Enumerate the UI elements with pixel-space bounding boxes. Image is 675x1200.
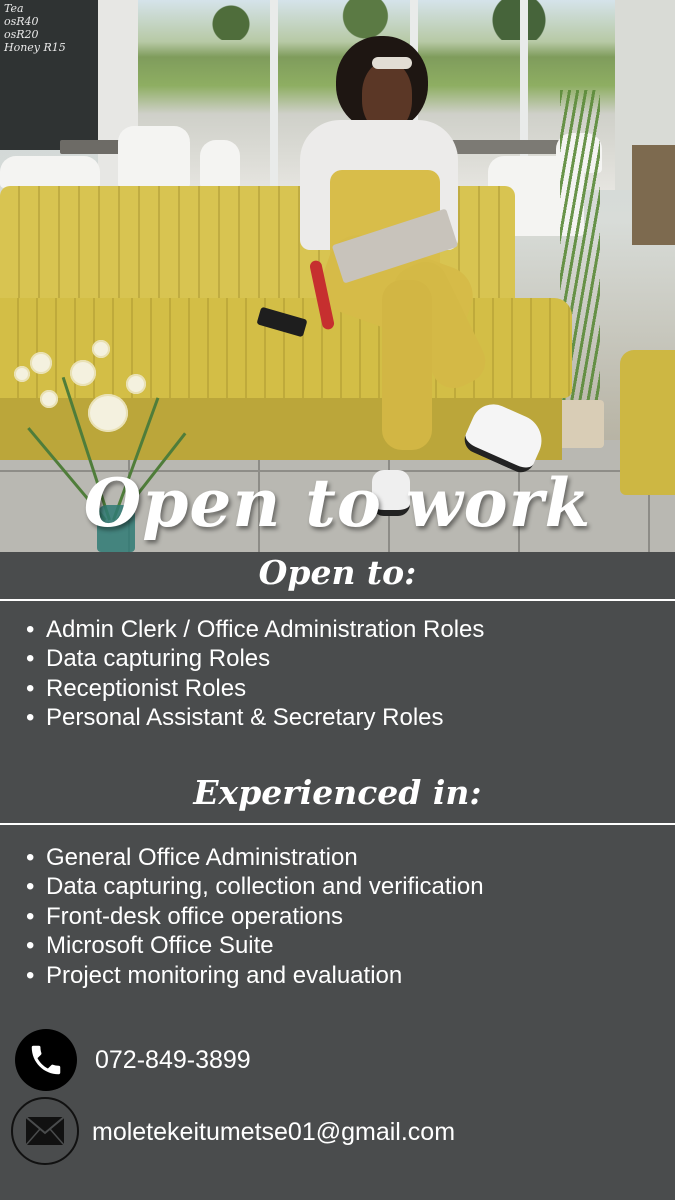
list-item: • Project monitoring and evaluation <box>26 961 484 990</box>
list-item: • Personal Assistant & Secretary Roles <box>26 703 484 732</box>
divider <box>0 823 675 825</box>
phone-icon <box>15 1029 77 1091</box>
flower <box>30 352 52 374</box>
envelope-icon <box>11 1097 79 1165</box>
experienced-in-list <box>26 843 484 990</box>
headline: Open to work <box>83 464 592 542</box>
chalkboard-menu <box>0 0 98 150</box>
chalkboard-text: Tea osR40 osR20 Honey R15 <box>4 2 66 54</box>
list-item: • Microsoft Office Suite <box>26 931 484 960</box>
white-chair <box>118 126 190 188</box>
list-item: • Data capturing Roles <box>26 644 484 673</box>
email-address-link[interactable]: moletekeitumetse01@gmail.com <box>92 1118 456 1146</box>
white-chair <box>200 140 240 188</box>
overalls-leg <box>382 280 432 450</box>
contact-email <box>0 1097 675 1167</box>
flower <box>40 390 58 408</box>
list-item: • Receptionist Roles <box>26 674 484 703</box>
divider <box>0 599 675 601</box>
section-title-experienced-in: Experienced in: <box>193 773 482 812</box>
flower <box>14 366 30 382</box>
flower <box>92 340 110 358</box>
plant-pot <box>556 400 604 448</box>
white-chair <box>0 156 100 188</box>
list-item: • Front-desk office operations <box>26 902 484 931</box>
trees <box>135 0 615 40</box>
list-item: • Admin Clerk / Office Administration Roles <box>26 615 484 644</box>
open-to-list <box>26 615 484 733</box>
list-item: • Data capturing, collection and verification <box>26 872 484 901</box>
person-headband <box>372 57 412 69</box>
window-frame <box>270 0 278 190</box>
flower <box>70 360 96 386</box>
contact-phone <box>0 1025 675 1095</box>
section-title-open-to: Open to: <box>258 553 417 592</box>
flower <box>88 394 128 432</box>
flower <box>126 374 146 394</box>
list-item: • General Office Administration <box>26 843 484 872</box>
phone-number-link[interactable]: 072-849-3899 <box>95 1046 251 1074</box>
wicker-basket <box>632 145 675 245</box>
